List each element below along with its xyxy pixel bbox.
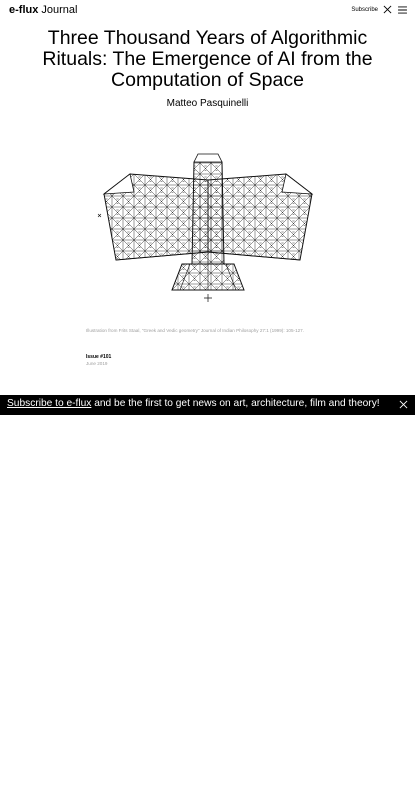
close-icon[interactable] xyxy=(399,400,408,409)
banner-text-brand: e-flux xyxy=(66,398,92,409)
issue-number[interactable]: Issue #101 xyxy=(86,354,112,360)
figure-caption: Illustration from Frits Staal, "Greek and Vedic geometry" Journal of Indian Philosophy 27:1 (1999): 105-127. xyxy=(86,328,305,333)
article-author[interactable]: Matteo Pasquinelli xyxy=(166,98,249,109)
brand-name: e-flux xyxy=(9,4,39,16)
banner-text-prefix: Subscribe to xyxy=(7,398,67,409)
subscribe-banner xyxy=(0,395,415,811)
section-name: Journal xyxy=(41,4,78,16)
menu-icon[interactable] xyxy=(398,6,407,14)
issue-date: June 2019 xyxy=(86,361,108,366)
close-icon[interactable] xyxy=(383,5,392,14)
article-intro-peek: The advent of the intellect of computation and its inner alg... xyxy=(110,805,243,811)
falcon-altar-diagram xyxy=(90,152,326,304)
article-title: Three Thousand Years of Algorithmic Rituals: The Emergence of AI from the Computation of Space xyxy=(42,27,373,91)
subscribe-banner-link[interactable] xyxy=(7,398,380,410)
subscribe-link[interactable]: Subscribe xyxy=(351,7,378,13)
site-header xyxy=(0,0,415,22)
site-logo[interactable] xyxy=(9,4,77,16)
banner-text-suffix: and be the first to get news on art, architecture, film and theory! xyxy=(91,398,380,409)
